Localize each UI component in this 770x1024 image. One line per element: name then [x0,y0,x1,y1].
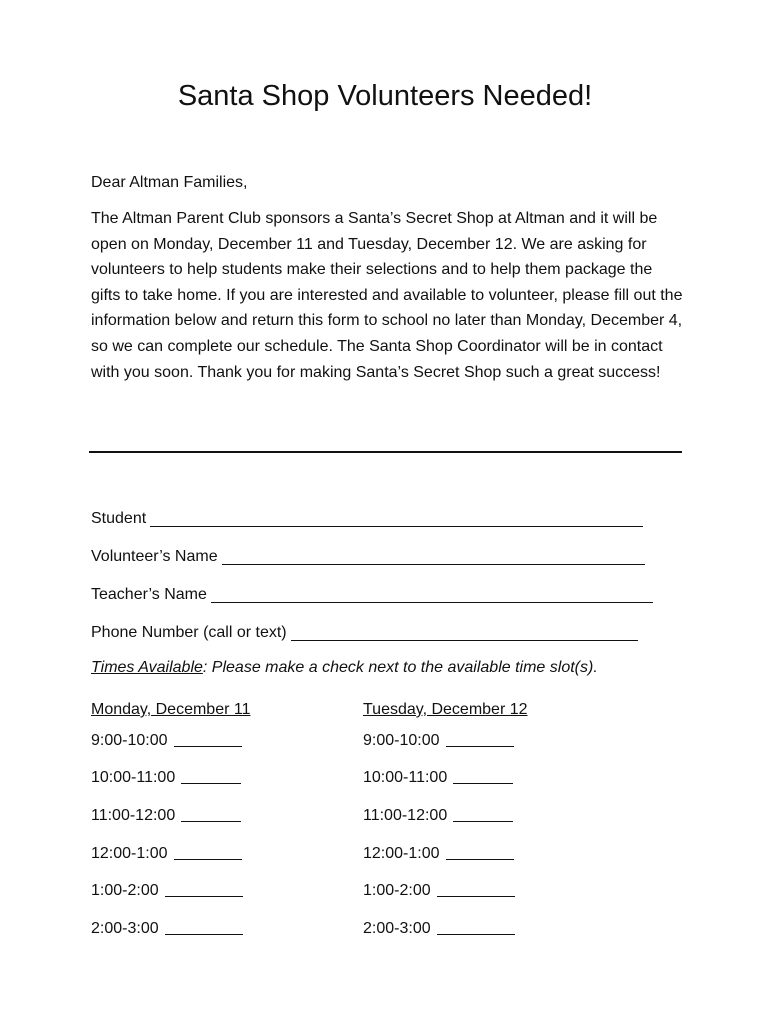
time-slot-label: 11:00-12:00 [363,807,448,824]
time-slot-label: 9:00-10:00 [91,732,168,749]
phone-number-label: Phone Number (call or text) [91,624,287,641]
time-slot[interactable] [363,878,515,900]
monday-heading: Monday, December 11 [91,701,251,718]
divider [89,451,682,453]
time-slot-check-line[interactable] [446,859,514,860]
times-available-text: : Please make a check next to the available time slot(s). [202,659,598,676]
time-slot-label: 9:00-10:00 [363,732,440,749]
time-slot[interactable] [91,916,243,938]
time-slot-label: 12:00-1:00 [91,845,168,862]
tuesday-column [363,699,613,937]
salutation: Dear Altman Families, [91,174,248,191]
time-slot-check-line[interactable] [437,896,515,897]
time-slot[interactable] [91,765,241,787]
student-field[interactable] [91,504,661,530]
phone-number-line[interactable] [291,640,638,641]
phone-number-field[interactable] [91,618,661,644]
time-slot-check-line[interactable] [453,783,513,784]
time-slot-check-line[interactable] [174,746,242,747]
time-slot[interactable] [363,728,514,750]
time-slot-label: 1:00-2:00 [91,882,159,899]
monday-column [91,699,341,937]
time-slot-check-line[interactable] [165,896,243,897]
time-slot-check-line[interactable] [181,783,241,784]
time-slot-label: 1:00-2:00 [363,882,431,899]
time-slot[interactable] [363,841,514,863]
student-label: Student [91,510,147,527]
time-slot-label: 2:00-3:00 [363,920,431,937]
teacher-name-field[interactable] [91,580,661,606]
time-slot[interactable] [91,878,243,900]
time-slot[interactable] [91,728,242,750]
volunteer-name-label: Volunteer’s Name [91,548,218,565]
times-available-heading: Times Available [91,659,203,676]
time-slot[interactable] [363,765,513,787]
time-slot-label: 10:00-11:00 [91,769,176,786]
time-slot[interactable] [363,916,515,938]
time-slot-check-line[interactable] [174,859,242,860]
time-slot[interactable] [91,803,241,825]
time-slot[interactable] [363,803,513,825]
time-slot[interactable] [91,841,242,863]
student-line[interactable] [150,526,643,527]
tuesday-heading: Tuesday, December 12 [363,701,528,718]
page-title: Santa Shop Volunteers Needed! [177,80,593,112]
teacher-name-line[interactable] [211,602,653,603]
time-slot-check-line[interactable] [437,934,515,935]
times-available-instruction [91,659,598,677]
time-slot-check-line[interactable] [446,746,514,747]
volunteer-name-field[interactable] [91,542,661,568]
teacher-name-label: Teacher’s Name [91,586,207,603]
time-slot-label: 11:00-12:00 [91,807,176,824]
time-slot-label: 10:00-11:00 [363,769,448,786]
time-slot-check-line[interactable] [181,821,241,822]
time-slot-label: 12:00-1:00 [363,845,440,862]
time-slot-label: 2:00-3:00 [91,920,159,937]
volunteer-name-line[interactable] [222,564,645,565]
time-slot-check-line[interactable] [453,821,513,822]
time-slot-check-line[interactable] [165,934,243,935]
body-paragraph: The Altman Parent Club sponsors a Santa’s Secret Shop at Altman and it will be open on Monday, December 11 and Tuesday, December 12. We are asking for volunteers to help students make their selections and to help them package the gifts to take home. If you are interested and available to volunteer, please fill out the information below and return this form to school no later than Monday, December 4, so we can complete our schedule. The Santa Shop Coordinator will be in contact with you soon. Thank you for making Santa’s Secret Shop such a great success! [91,210,683,381]
